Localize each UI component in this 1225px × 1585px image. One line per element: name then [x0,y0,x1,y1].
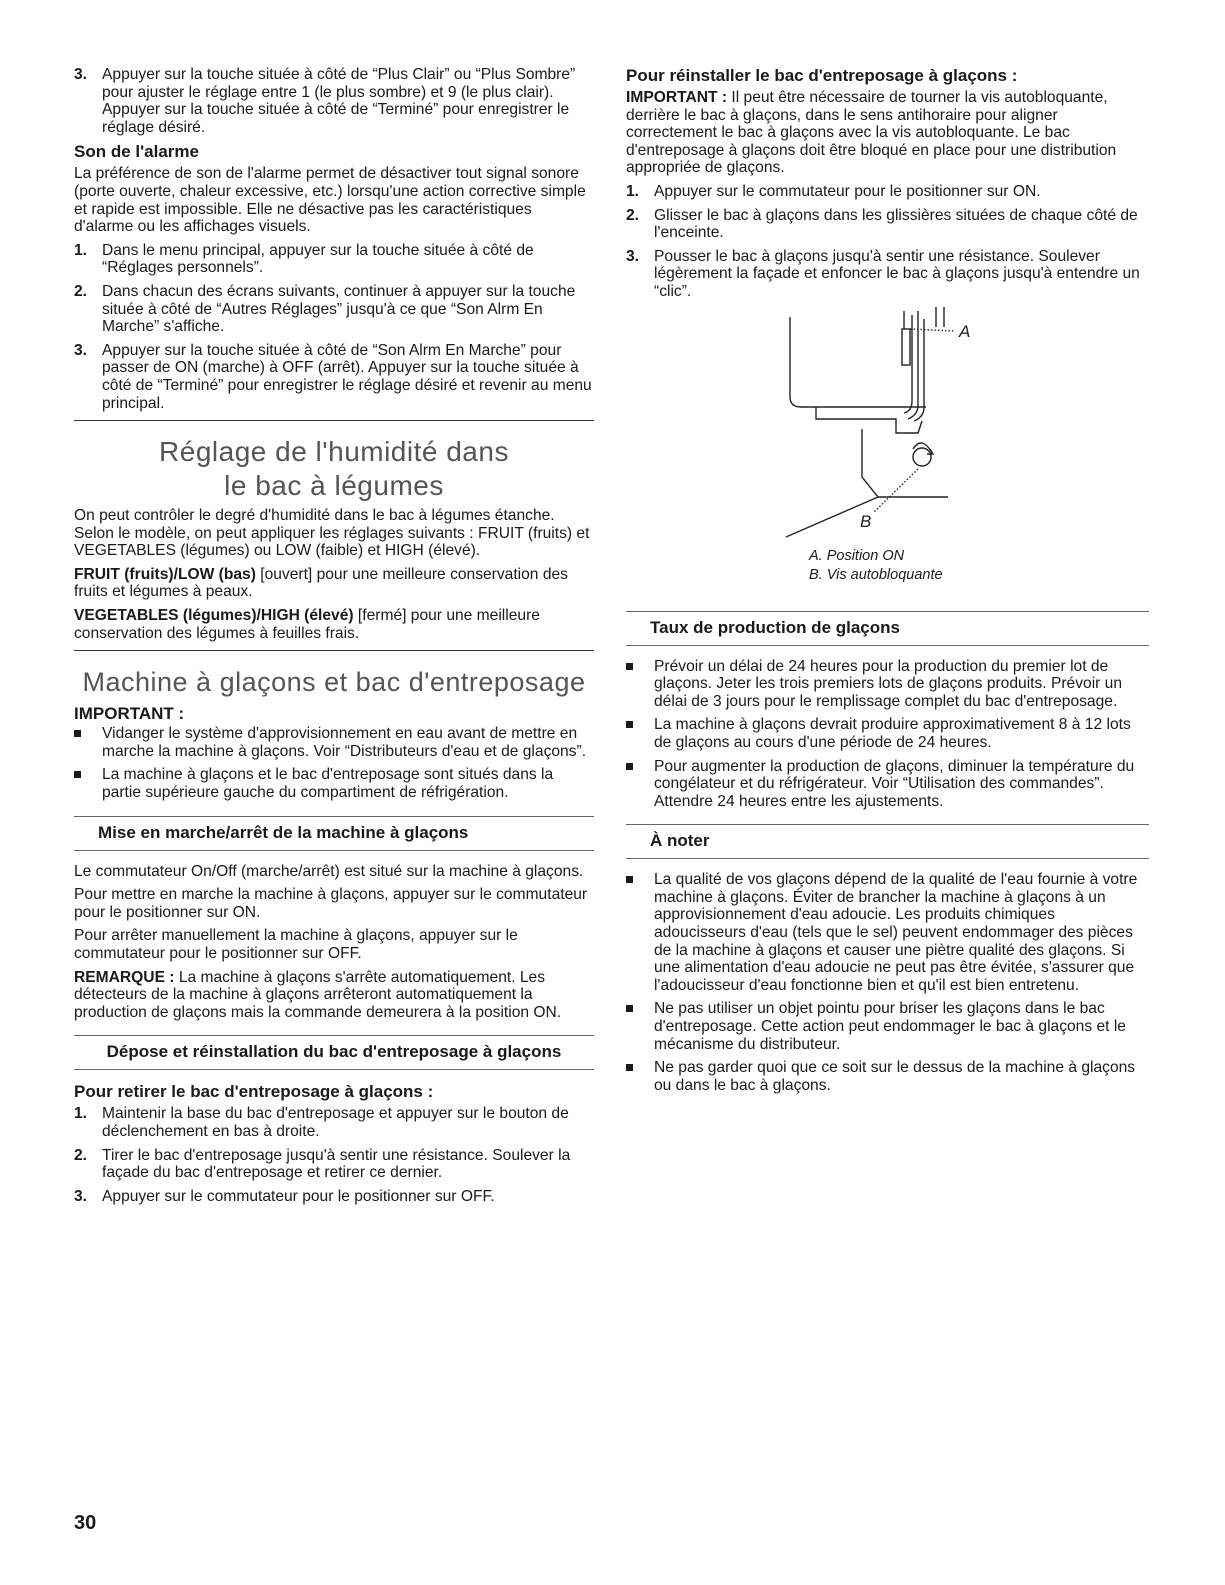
ice-bin-illustration [626,307,1149,547]
leader-a [910,329,954,331]
step-text: Appuyer sur la touche située à côté de “Son Alrm En Marche” pour passer de ON (marche) à OFF (arrêt). Appuyer sur la touche située à côté de “Terminé” pour enregistrer le réglage désiré et revenir au menu principal. [102,341,592,412]
vegetables-text: [fermé] pour une meilleure conservation des légumes à feuilles frais. [74,607,540,642]
step-text: Dans le menu principal, appuyer sur la touche située à côté de “Réglages personnels”. [102,241,534,277]
onoff-p2: Pour mettre en marche la machine à glaçons, appuyer sur le commutateur pour le positionner sur ON. [74,886,588,921]
bullet-icon [626,663,633,670]
notes-heading: À noter [650,831,710,851]
step-text: Appuyer sur le commutateur pour le positionner sur OFF. [102,1187,495,1205]
list-item [626,1000,1149,1053]
list-item [74,283,594,336]
list-item [74,1147,594,1182]
bullet-icon [74,771,81,778]
brightness-steps [74,66,594,136]
list-item [626,248,1149,301]
notes-subhead [626,824,1149,859]
screw-icon [913,442,933,465]
list-item [74,342,594,412]
remove-heading: Pour retirer le bac d'entreposage à glaçons : [74,1082,434,1102]
list-item [74,725,594,760]
fruit-label: FRUIT (fruits)/LOW (bas) [74,565,256,583]
vegetables-label: VEGETABLES (légumes)/HIGH (élevé) [74,607,354,625]
bin-wall-3 [914,319,924,421]
caption-a: A. Position ON [809,547,905,564]
removal-subhead [74,1035,594,1070]
figure-captions [809,547,943,585]
step-text: Maintenir la base du bac d'entreposage et appuyer sur le bouton de déclenchement en bas à droite. [102,1105,569,1140]
notes-bullets [626,871,1149,1094]
caption-b: B. Vis autobloquante [809,566,943,583]
step-number: 2. [626,206,640,224]
step-number: 1. [74,241,88,259]
fruit-text: [ouvert] pour une meilleure conservation des fruits et légumes à peaux. [74,565,568,601]
step-number: 3. [74,66,88,83]
reinstall-heading: Pour réinstaller le bac d'entreposage à glaçons : [626,66,1018,85]
onoff-note [74,969,594,1022]
remove-steps [74,1105,594,1205]
icemaker-heading: Machine à glaçons et bac d'entreposage [82,667,586,698]
production-bullets [626,658,1149,811]
humidity-heading [74,435,594,503]
page-number: 30 [74,1512,97,1534]
step-number: 3. [626,247,640,265]
vegetables-setting [74,607,594,642]
step-text: Dans chacun des écrans suivants, continuer à appuyer sur la touche située à côté de “Autres Réglages” jusqu'à ce que “Son Alrm En Marche” s'affiche. [102,282,576,336]
onoff-p1: Le commutateur On/Off (marche/arrêt) est situé sur la machine à glaçons. [74,862,584,880]
onoff-p3: Pour arrêter manuellement la machine à glaçons, appuyer sur le commutateur pour le positionner sur OFF. [74,927,518,962]
alarm-heading: Son de l'alarme [74,142,199,162]
step-number: 3. [74,1187,88,1205]
list-item [626,871,1149,994]
note-text: La machine à glaçons s'arrête automatiquement. Les détecteurs de la machine à glaçons arrêteront automatiquement la production de glaçons mais la commande demeurera à la position ON. [74,968,562,1021]
list-item [626,207,1149,242]
step-text: Appuyer sur le commutateur pour le positionner sur ON. [654,182,1041,200]
list-item [74,242,594,277]
section-divider [74,650,594,651]
onoff-heading: Mise en marche/arrêt de la machine à glaçons [98,822,469,842]
step-number: 3. [74,341,88,359]
bullet-icon [626,1005,633,1012]
list-item [626,716,1149,751]
reinstall-important [626,89,1149,177]
section-divider [74,420,594,421]
bullet-text: La machine à glaçons devrait produire approximativement 8 à 12 lots de glaçons au cours d'une période de 24 heures. [654,716,1131,751]
list-item [74,66,594,136]
bullet-icon [626,721,633,728]
production-heading: Taux de production de glaçons [650,617,900,637]
bullet-text: Prévoir un délai de 24 heures pour la production du premier lot de glaçons. Jeter les trois premiers lots de glaçons produits. Prévoir un délai de 3 jours pour le remplissage complet du bac d'entreposage. [654,657,1123,710]
bullet-icon [626,1064,633,1071]
step-number: 2. [74,1146,88,1164]
step-text: Pousser le bac à glaçons jusqu'à sentir une résistance. Soulever légèrement la façade et enfoncer le bac à glaçons jusqu'à entendre un “clic”. [654,247,1140,300]
list-item [74,1188,594,1206]
step-number: 1. [626,182,640,200]
alarm-intro: La préférence de son de l'alarme permet de désactiver tout signal sonore (porte ouverte, chaleur excessive, etc.) lorsqu'une action corrective simple et rapide est impossible. Elle ne désactive pas les caractéristiques d'alarme ou les affichages visuels. [74,165,586,236]
list-item [626,183,1149,201]
step-number: 2. [74,282,88,300]
step-text: Appuyer sur la touche située à côté de “Plus Clair” ou “Plus Sombre” pour ajuster le réglage entre 1 (le plus sombre) et 9 (le plus clair). Appuyer sur la touche située à côté de “Terminé” pour enregistrer le réglage désiré. [102,66,576,136]
list-item [626,1059,1149,1094]
bullet-text: Pour augmenter la production de glaçons, diminuer la température du congélateur et du réfrigérateur. Voir “Utilisation des commandes”. Attendre 24 heures entre les ajustements. [654,757,1135,810]
note-label: REMARQUE : [74,968,175,986]
alarm-steps [74,242,594,412]
bin-outline [790,317,926,407]
humidity-intro: On peut contrôler le degré d'humidité dans le bac à légumes étanche. Selon le modèle, on peut appliquer les réglages suivants : FRUIT (fruits) et VEGETABLES (légumes) ou LOW (faible) et HIGH (élevé). [74,507,590,560]
bullet-icon [626,763,633,770]
humidity-heading-line2: le bac à légumes [224,470,444,502]
bullet-text: Ne pas garder quoi que ce soit sur le dessus de la machine à glaçons ou dans le bac à glaçons. [654,1059,1136,1094]
right-column [626,66,1149,1100]
humidity-heading-line1: Réglage de l'humidité dans [159,436,509,468]
ice-bin-figure [626,307,1149,597]
icemaker-important: IMPORTANT : [74,704,185,724]
step-number: 1. [74,1105,88,1123]
list-item [626,658,1149,711]
list-item [626,758,1149,811]
leader-b [874,469,918,512]
bullet-text: Vidanger le système d'approvisionnement en eau avant de mettre en marche la machine à glaçons. Voir “Distributeurs d'eau et de glaçons”. [102,725,587,760]
important-text: Il peut être nécessaire de tourner la vis autobloquante, derrière le bac à glaçons, dans le sens antihoraire pour aligner correctement le bac à glaçons avec la vis autobloquante. Le bac d'entreposage à glaçons doit être bloqué en place pour une distribution appropriée de glaçons. [626,89,1117,177]
label-b: B [860,511,872,531]
bullet-text: La qualité de vos glaçons dépend de la qualité de l'eau fournie à votre machine à glaçons. Éviter de brancher la machine à glaçons à un approvisionnement d'eau adoucie. Les produits chimiques adoucisseurs d'eau (tels que le sel) peuvent endommager des pièces de la machine à glaçons et causer une piètre qualité des glaçons. Si une alimentation d'eau adoucie ne peut pas être évitée, s'assurer que l'adoucisseur d'eau fonctionne bien et qu'il est bien entretenu. [654,871,1138,994]
fruit-setting [74,566,594,601]
bin-base [816,407,922,433]
list-item [74,766,594,801]
bullet-icon [626,876,633,883]
reinstall-steps [626,183,1149,301]
icemaker-bullets [74,725,594,801]
production-subhead [626,611,1149,646]
onoff-subhead [74,816,594,851]
step-text: Glisser le bac à glaçons dans les glissières situées de chaque côté de l'enceinte. [654,206,1138,242]
removal-heading: Dépose et réinstallation du bac d'entreposage à glaçons [106,1042,562,1062]
important-label: IMPORTANT : [626,89,728,106]
step-text: Tirer le bac d'entreposage jusqu'à sentir une résistance. Soulever la façade du bac d'entreposage et retirer ce dernier. [102,1146,571,1182]
left-column [74,66,594,1211]
switch-icon [902,329,910,365]
bullet-text: Ne pas utiliser un objet pointu pour briser les glaçons dans le bac d'entreposage. Cette action peut endommager le bac à glaçons et le mécanisme du distributeur. [654,1000,1126,1053]
bullet-text: La machine à glaçons et le bac d'entreposage sont situés dans la partie supérieure gauche du compartiment de réfrigération. [102,766,554,802]
label-a: A [959,321,971,341]
list-item [74,1105,594,1140]
bullet-icon [74,730,81,737]
enclosure-outline [862,429,948,497]
